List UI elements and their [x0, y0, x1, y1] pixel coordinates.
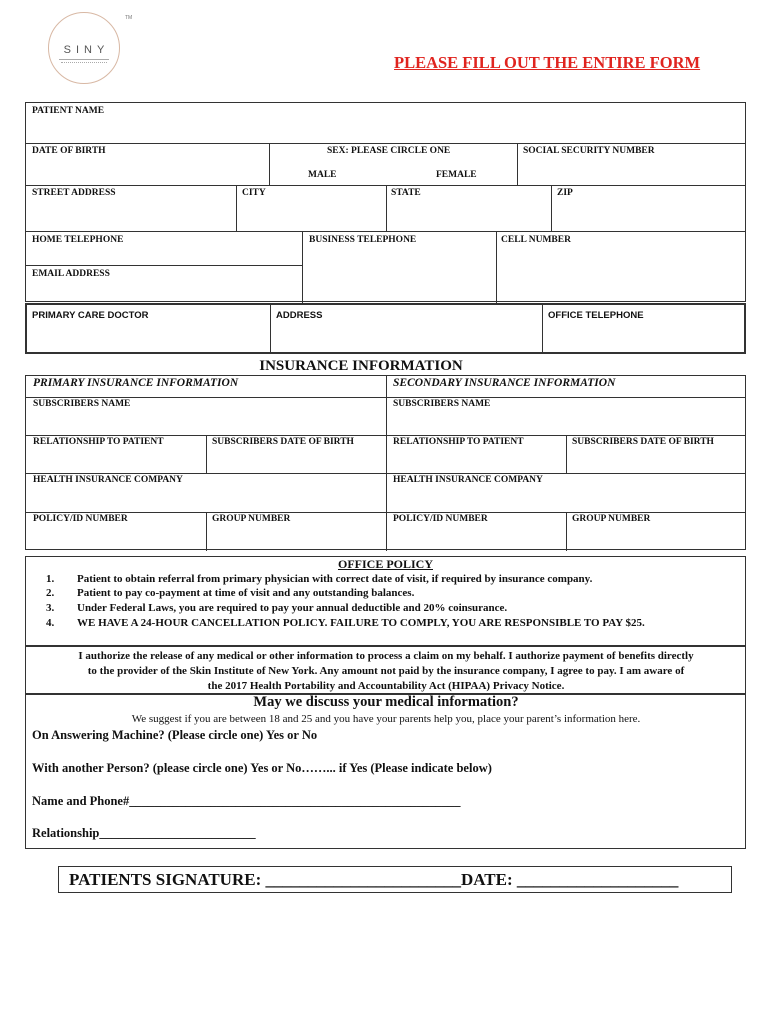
policy-item: 3. Under Federal Laws, you are required to pay your annual deductible and 20% coinsurance. — [46, 602, 508, 614]
discuss-suggestion: We suggest if you are between 18 and 25 and you have your parents help you, place your parent’s information here. — [131, 713, 641, 725]
patient-name-field[interactable]: PATIENT NAME — [32, 106, 105, 116]
primary-care-doctor-field[interactable]: PRIMARY CARE DOCTOR — [32, 310, 149, 321]
primary-insurance-title: PRIMARY INSURANCE INFORMATION — [33, 377, 239, 389]
secondary-insurance-title: SECONDARY INSURANCE INFORMATION — [393, 377, 616, 389]
policy-item: 4. WE HAVE A 24-HOUR CANCELLATION POLICY. FAILURE TO COMPLY, YOU ARE RESPONSIBLE TO PAY $25. — [46, 617, 645, 629]
patient-signature-field[interactable]: PATIENTS SIGNATURE: _______________________DATE: ___________________ — [69, 870, 679, 889]
doctor-address-field[interactable]: ADDRESS — [276, 310, 323, 321]
office-telephone-field[interactable]: OFFICE TELEPHONE — [548, 310, 644, 321]
primary-subscriber-dob-field[interactable]: SUBSCRIBERS DATE OF BIRTH — [212, 437, 354, 447]
discuss-title: May we discuss your medical information? — [253, 694, 519, 710]
primary-subscriber-name-field[interactable]: SUBSCRIBERS NAME — [33, 399, 131, 409]
logo-word: SINY — [63, 44, 110, 56]
primary-policy-number-field[interactable]: POLICY/ID NUMBER — [33, 514, 128, 524]
form-instruction-title: PLEASE FILL OUT THE ENTIRE FORM — [394, 53, 701, 72]
insurance-section-title: INSURANCE INFORMATION — [259, 358, 463, 374]
street-address-field[interactable]: STREET ADDRESS — [32, 188, 116, 198]
sex-option-female[interactable]: FEMALE — [436, 170, 477, 180]
another-person-question[interactable]: With another Person? (please circle one) Yes or No……... if Yes (Please indicate below) — [32, 761, 492, 775]
office-policy-title: OFFICE POLICY — [337, 557, 433, 571]
ssn-field[interactable]: SOCIAL SECURITY NUMBER — [523, 146, 655, 156]
secondary-group-number-field[interactable]: GROUP NUMBER — [572, 514, 651, 524]
sex-option-male[interactable]: MALE — [308, 170, 337, 180]
policy-item: 2. Patient to pay co-payment at time of visit and any outstanding balances. — [46, 587, 415, 599]
city-field[interactable]: CITY — [242, 188, 266, 198]
secondary-subscriber-dob-field[interactable]: SUBSCRIBERS DATE OF BIRTH — [572, 437, 714, 447]
email-address-field[interactable]: EMAIL ADDRESS — [32, 269, 110, 279]
authorization-line-2: to the provider of the Skin Institute of New York. Any amount not paid by the insurance company, I agree to pay. I am aware of — [87, 665, 685, 677]
business-telephone-field[interactable]: BUSINESS TELEPHONE — [309, 235, 417, 245]
date-of-birth-field[interactable]: DATE OF BIRTH — [32, 146, 106, 156]
home-telephone-field[interactable]: HOME TELEPHONE — [32, 235, 124, 245]
secondary-insurance-company-field[interactable]: HEALTH INSURANCE COMPANY — [393, 475, 543, 485]
signature-box — [58, 866, 732, 893]
secondary-policy-number-field[interactable]: POLICY/ID NUMBER — [393, 514, 488, 524]
authorization-line-3: the 2017 Health Portability and Accountability Act (HIPAA) Privacy Notice. — [207, 680, 565, 692]
trademark-mark: TM — [125, 15, 133, 21]
secondary-subscriber-name-field[interactable]: SUBSCRIBERS NAME — [393, 399, 491, 409]
name-and-phone-field[interactable]: Name and Phone#_____________________________________________________ — [32, 794, 461, 808]
primary-group-number-field[interactable]: GROUP NUMBER — [212, 514, 291, 524]
logo-subtitle-dots — [61, 62, 107, 63]
cell-number-field[interactable]: CELL NUMBER — [501, 235, 571, 245]
state-field[interactable]: STATE — [391, 188, 421, 198]
primary-relationship-field[interactable]: RELATIONSHIP TO PATIENT — [33, 437, 164, 447]
siny-logo — [48, 12, 133, 84]
zip-field[interactable]: ZIP — [557, 188, 573, 198]
primary-insurance-company-field[interactable]: HEALTH INSURANCE COMPANY — [33, 475, 183, 485]
answering-machine-question[interactable]: On Answering Machine? (Please circle one) Yes or No — [32, 728, 318, 742]
policy-item: 1. Patient to obtain referral from primary physician with correct date of visit, if required by insurance company. — [46, 573, 593, 585]
relationship-field[interactable]: Relationship_________________________ — [32, 826, 256, 840]
secondary-relationship-field[interactable]: RELATIONSHIP TO PATIENT — [393, 437, 524, 447]
authorization-line-1: I authorize the release of any medical or other information to process a claim on my behalf. I authorize payment of benefits directly — [78, 650, 694, 662]
logo-divider — [59, 59, 109, 60]
patient-info-section — [25, 102, 746, 302]
sex-label: SEX: PLEASE CIRCLE ONE — [327, 146, 451, 156]
